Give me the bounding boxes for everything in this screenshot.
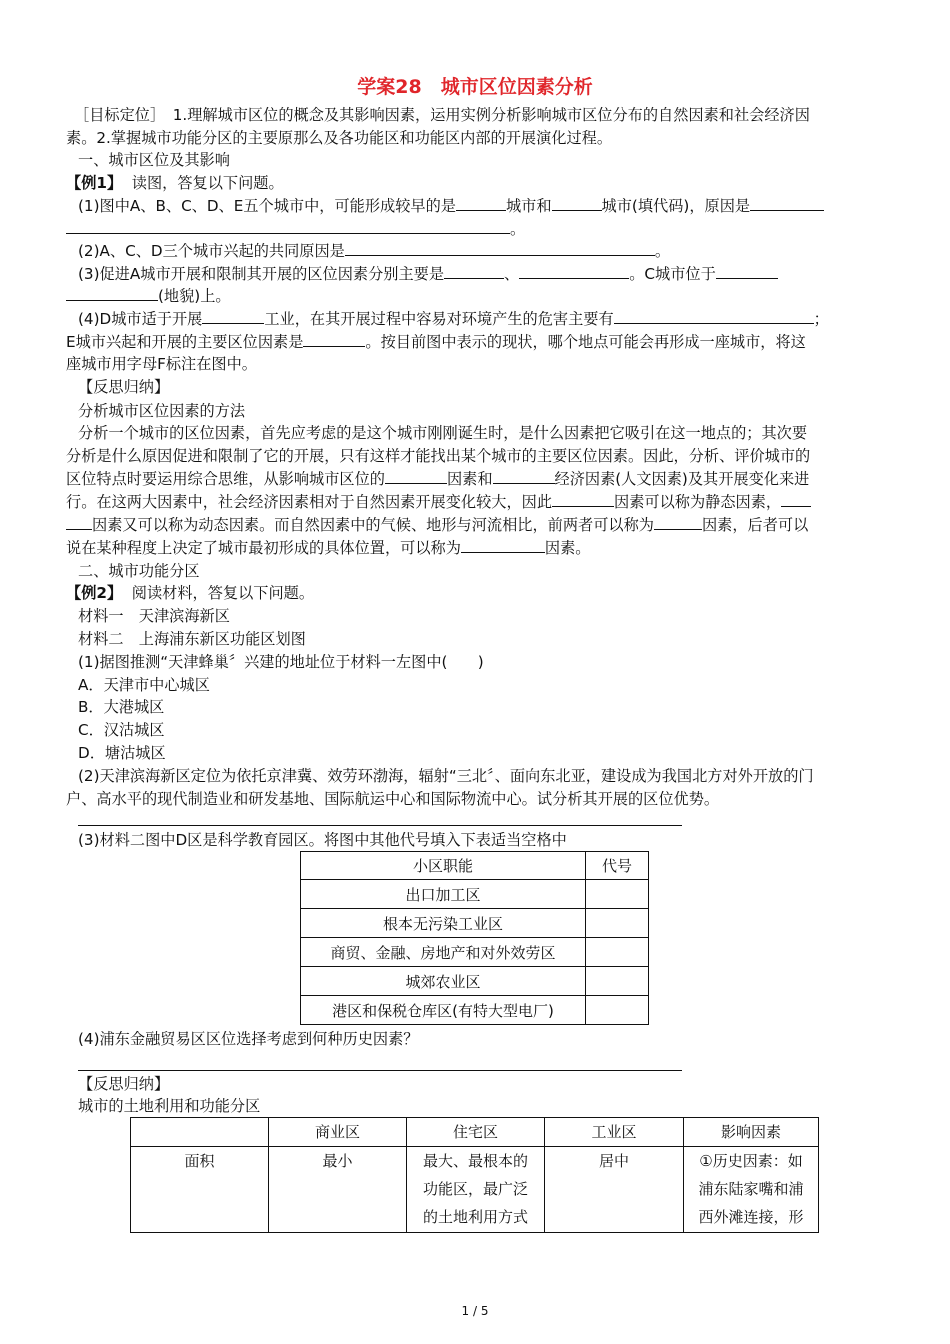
- answer-blank[interactable]: [654, 515, 702, 530]
- example2-q3: (3)材料二图中D区是科学教育园区。将图中其他代号填入下表适当空格中: [78, 831, 567, 849]
- q1-end: 。: [510, 220, 526, 238]
- answer-blank[interactable]: [385, 469, 447, 484]
- answer-blank[interactable]: [781, 492, 811, 507]
- table-row: [301, 880, 649, 909]
- example2-label: 【例2】: [66, 584, 123, 602]
- table-row: [301, 967, 649, 996]
- q4-text-a: (4)D城市适于开展: [78, 310, 203, 328]
- example2-q2-line1: (2)天津滨海新区定位为依托京津冀、效劳环渤海，辐射“三北〞、面向东北亚，建设成为我国北方对外开放的门: [78, 767, 814, 785]
- q2-end: 。: [654, 242, 671, 260]
- q1-text-c: 城市(填代码)，原因是: [601, 197, 751, 215]
- answer-blank[interactable]: [66, 219, 510, 234]
- reflection1-p2: 分析是什么原因促进和限制了它的开展，只有这样才能找出某个城市的主要区位因素。因此，分析、评价城市的: [66, 447, 811, 465]
- answer-blank[interactable]: [614, 309, 814, 324]
- answer-blank[interactable]: [345, 241, 655, 256]
- residential-line: 的土地利用方式: [422, 1208, 528, 1226]
- table-cell: 商贸、金融、房地产和对外效劳区: [301, 938, 586, 967]
- reflection2-table-title: 城市的土地利用和功能分区: [78, 1097, 261, 1115]
- table-header-row: [301, 852, 649, 880]
- q3-text-c: 。C城市位于: [629, 265, 716, 283]
- answer-blank[interactable]: [202, 309, 264, 324]
- example1-q2: [78, 240, 670, 262]
- page-number: 1 / 5: [461, 1304, 489, 1318]
- table-header: [131, 1118, 269, 1147]
- answer-blank[interactable]: [461, 538, 545, 553]
- factor-line: ①历史因素：如: [699, 1152, 803, 1170]
- example1-q3: [78, 263, 778, 285]
- q1-text-b: 城市和: [505, 197, 552, 215]
- p5-text-b: 因素，后者可以: [701, 516, 809, 534]
- answer-blank[interactable]: [519, 264, 629, 279]
- q4-text-b: 工业，在其开展过程中容易对环境产生的危害主要有: [264, 310, 614, 328]
- q2-text: (2)A、C、D三个城市兴起的共同原因是: [78, 242, 345, 260]
- industrial-area: 居中: [545, 1147, 684, 1233]
- reflection1-method-title: 分析城市区位因素的方法: [78, 402, 246, 420]
- reflection2-heading: 【反思归纳】: [78, 1075, 170, 1093]
- material-1: 材料一 天津滨海新区: [78, 607, 230, 625]
- table-header: 工业区: [545, 1118, 684, 1147]
- reflection1-p3: [66, 468, 809, 490]
- q3-text-a: (3)促进A城市开展和限制其开展的区位因素分别主要是: [78, 265, 445, 283]
- example1-q1: [78, 195, 824, 217]
- q1-text-a: (1)图中A、B、C、D、E五个城市中，可能形成较早的是: [78, 197, 456, 215]
- answer-blank[interactable]: [716, 264, 778, 279]
- code-answer-cell[interactable]: [586, 880, 649, 909]
- option-c: C．汉沽城区: [78, 721, 165, 739]
- land-use-table: [130, 1117, 819, 1233]
- page-title: 学案28 城市区位因素分析: [357, 76, 593, 98]
- table-cell: 出口加工区: [301, 880, 586, 909]
- code-answer-cell[interactable]: [586, 967, 649, 996]
- option-a: A．天津市中心城区: [78, 676, 210, 694]
- reflection1-p5: [66, 514, 808, 536]
- answer-line[interactable]: [78, 1070, 682, 1071]
- answer-blank[interactable]: [66, 515, 92, 530]
- example1-label: 【例1】: [66, 174, 123, 192]
- example1-q3-cont: [66, 285, 231, 307]
- answer-blank[interactable]: [303, 332, 365, 347]
- table-cell: 根本无污染工业区: [301, 909, 586, 938]
- code-answer-cell[interactable]: [586, 996, 649, 1025]
- q3-text-b: 、: [504, 265, 520, 283]
- example1-q4: [78, 308, 829, 330]
- residential-line: 功能区，最广泛: [422, 1180, 528, 1198]
- example1-q4-cont2: 座城市用字母F标注在图中。: [66, 355, 257, 373]
- objectives-line-2: 素。2.掌握城市功能分区的主要原那么及各功能区和功能区内部的开展演化过程。: [66, 129, 613, 147]
- q4-text-c: ；: [813, 310, 829, 328]
- objectives-line-1: ［目标定位］ 1.理解城市区位的概念及其影响因素，运用实例分析影响城市区位分布的自然因素和社会经济因: [74, 106, 810, 124]
- example1-q1-cont: [66, 218, 525, 240]
- example2-q1: (1)据图推测“天津蜂巢〞兴建的地址位于材料一左图中( ): [78, 653, 484, 671]
- p4-text-b: 因素可以称为静态因素，: [614, 493, 782, 511]
- table-row: [301, 996, 649, 1025]
- table-header: 代号: [586, 852, 649, 880]
- factor-line: 西外滩连接，形: [698, 1208, 804, 1226]
- factor-line: 浦东陆家嘴和浦: [698, 1180, 804, 1198]
- table-header: 小区职能: [301, 852, 586, 880]
- table-cell: 城郊农业区: [301, 967, 586, 996]
- residential-area: [407, 1147, 545, 1233]
- p6-text-b: 因素。: [544, 539, 591, 557]
- p3-text-c: 经济因素(人文因素)及其开展变化来进: [554, 470, 810, 488]
- answer-blank[interactable]: [750, 196, 824, 211]
- residential-line: 最大、最根本的: [422, 1152, 528, 1170]
- example2-q4: (4)浦东金融贸易区区位选择考虑到何种历史因素？: [78, 1030, 419, 1048]
- table-cell: 港区和保税仓库区(有特大型电厂): [301, 996, 586, 1025]
- answer-blank[interactable]: [66, 286, 158, 301]
- section2-heading: 二、城市功能分区: [78, 562, 200, 580]
- row-label-area: 面积: [131, 1147, 269, 1233]
- example1-prompt: 读图，答复以下问题。: [131, 174, 284, 192]
- commercial-area: 最小: [269, 1147, 407, 1233]
- p6-text-a: 说在某种程度上决定了城市最初形成的具体位置，可以称为: [66, 539, 461, 557]
- q4-text-e: 。按目前图中表示的现状，哪个地点可能会再形成一座城市，将这: [365, 333, 806, 351]
- table-row: [131, 1147, 819, 1233]
- table-header: 影响因素: [684, 1118, 819, 1147]
- influence-factors: [684, 1147, 819, 1233]
- example1-header: [66, 172, 284, 194]
- section1-heading: 一、城市区位及其影响: [78, 151, 230, 169]
- q4-text-d: E城市兴起和开展的主要区位因素是: [66, 333, 304, 351]
- function-zone-table: [300, 851, 649, 1025]
- answer-blank[interactable]: [552, 196, 602, 211]
- table-header: 住宅区: [407, 1118, 545, 1147]
- example2-q2-line2: 户、高水平的现代制造业和研发基地、国际航运中心和国际物流中心。试分析其开展的区位优势。: [66, 790, 720, 808]
- example2-header: [66, 582, 314, 604]
- answer-blank[interactable]: [493, 469, 555, 484]
- p3-text-a: 区位特点时要运用综合思维，从影响城市区位的: [66, 470, 385, 488]
- material-2: 材料二 上海浦东新区功能区划图: [78, 630, 306, 648]
- answer-line[interactable]: [78, 825, 682, 826]
- answer-blank[interactable]: [552, 492, 614, 507]
- p4-text-a: 行。在这两大因素中，社会经济因素相对于自然因素开展变化较大，因此: [66, 493, 552, 511]
- example2-prompt: 阅读材料，答复以下问题。: [131, 584, 315, 602]
- table-header-row: [131, 1118, 819, 1147]
- table-row: [301, 909, 649, 938]
- table-header: 商业区: [269, 1118, 407, 1147]
- table-row: [301, 938, 649, 967]
- code-answer-cell[interactable]: [586, 938, 649, 967]
- p5-text-a: 因素又可以称为动态因素。而自然因素中的气候、地形与河流相比，前两者可以称为: [92, 516, 654, 534]
- q3-text-d: (地貌)上。: [158, 287, 231, 305]
- reflection1-p6: [66, 537, 590, 559]
- reflection1-p4: [66, 491, 811, 513]
- option-b: B．大港城区: [78, 698, 165, 716]
- code-answer-cell[interactable]: [586, 909, 649, 938]
- answer-blank[interactable]: [456, 196, 506, 211]
- p3-text-b: 因素和: [446, 470, 493, 488]
- reflection1-p1: 分析一个城市的区位因素，首先应考虑的是这个城市刚刚诞生时，是什么因素把它吸引在这一地点的；其次要: [78, 424, 807, 442]
- option-d: D．塘沽城区: [78, 744, 166, 762]
- reflection1-heading: 【反思归纳】: [78, 378, 170, 396]
- example1-q4-cont: [66, 331, 806, 353]
- answer-blank[interactable]: [444, 264, 504, 279]
